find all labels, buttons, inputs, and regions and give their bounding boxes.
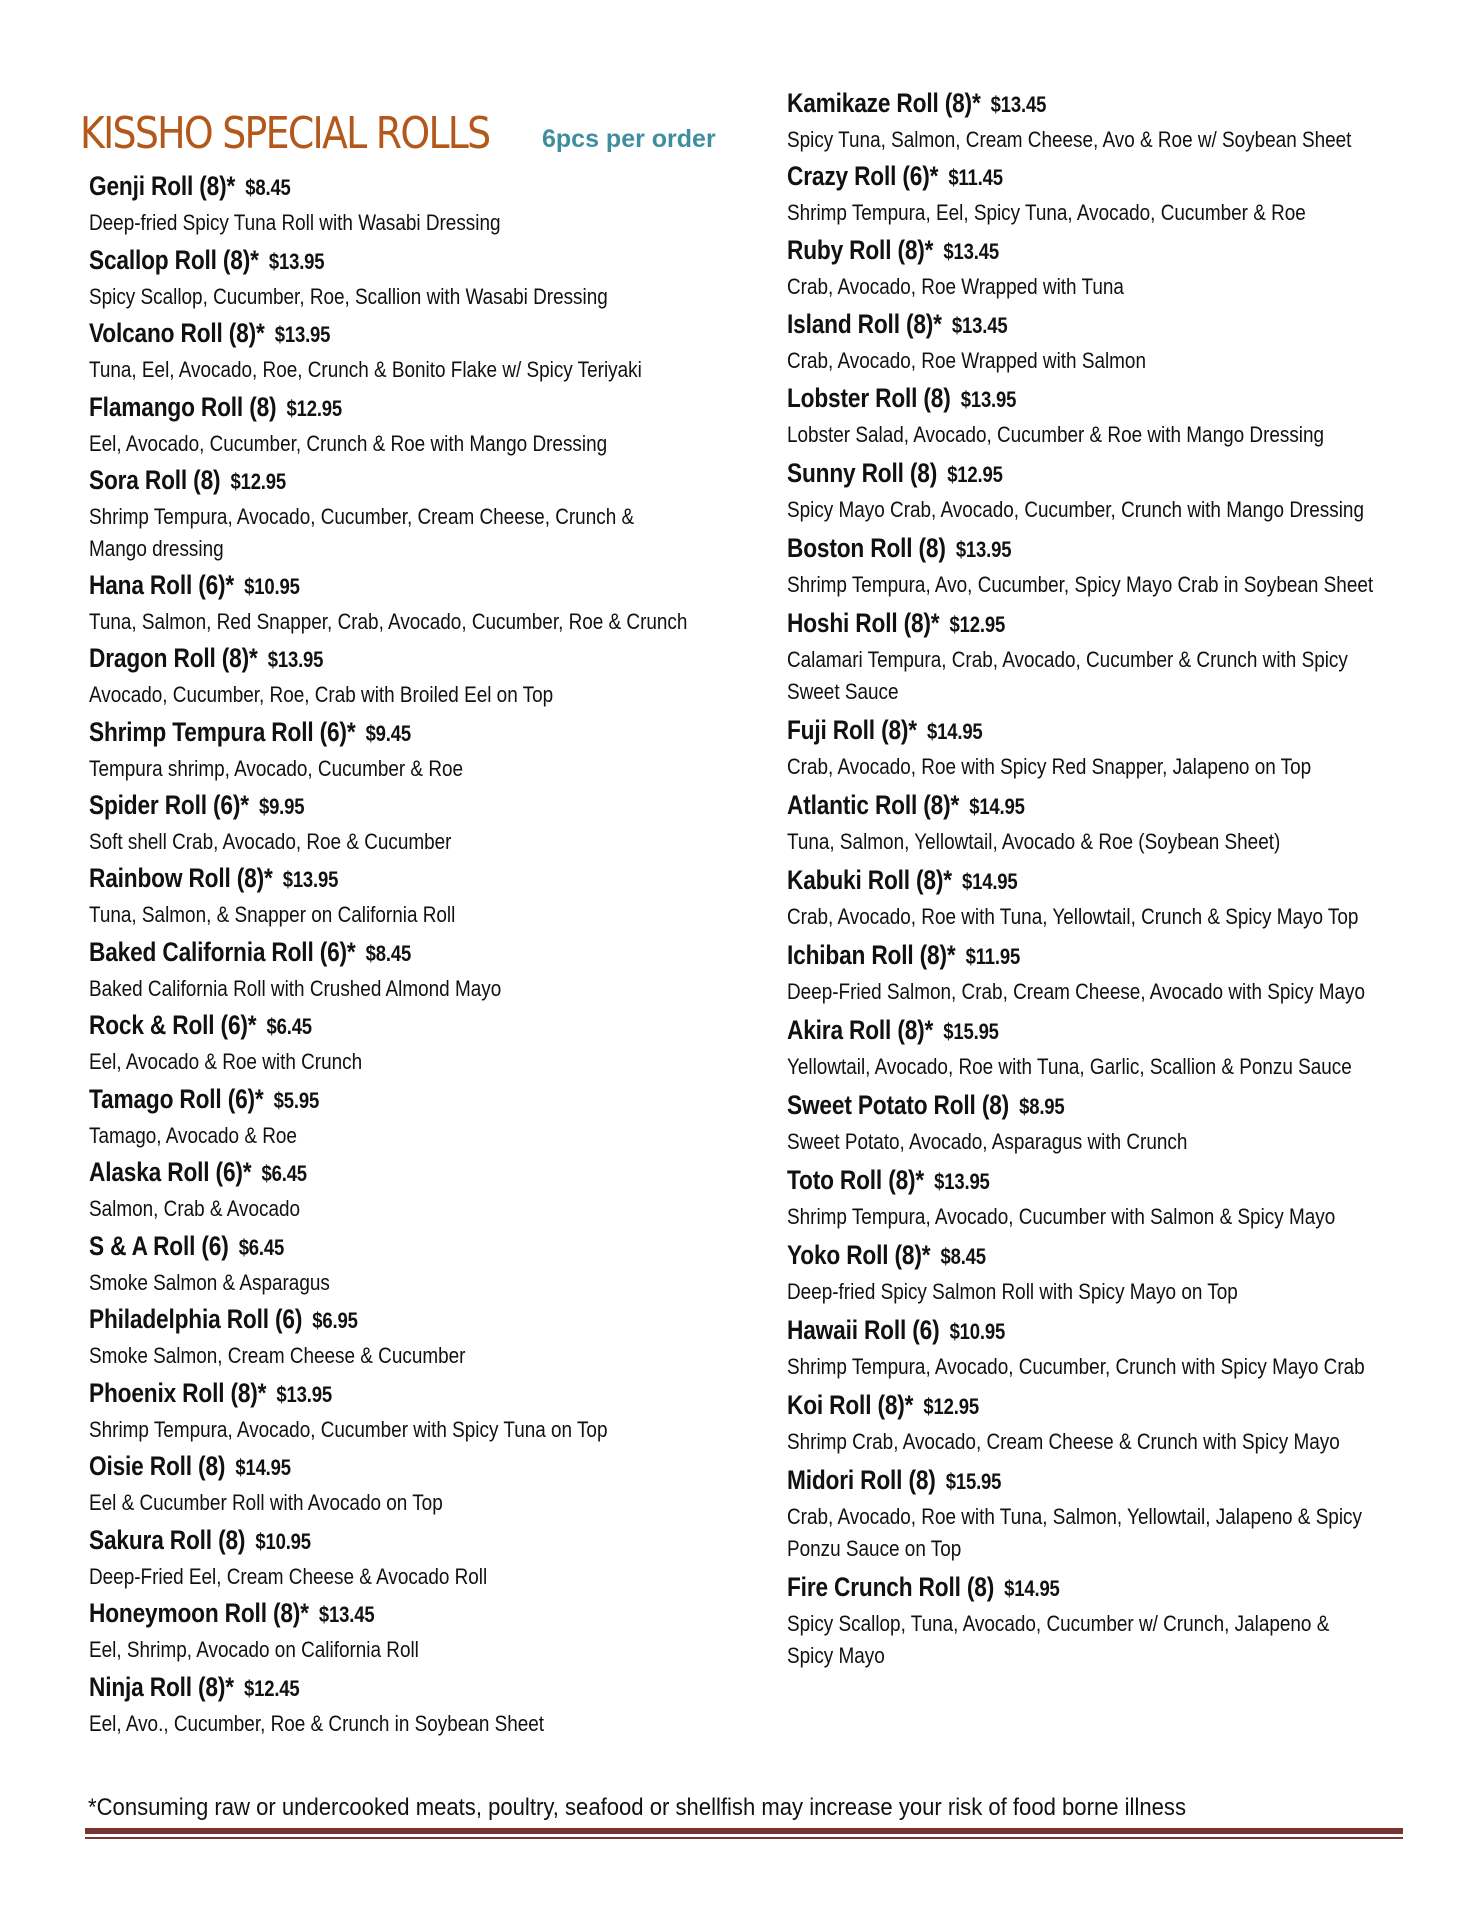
menu-item-price: $14.95	[235, 1455, 291, 1480]
menu-item-description	[89, 826, 451, 858]
menu-item-price: $13.95	[268, 249, 325, 274]
menu-item-description	[787, 1201, 1335, 1233]
menu-item-heading	[89, 245, 324, 276]
menu-item-description	[89, 1340, 465, 1372]
menu-item-description-line: Shrimp Tempura, Avocado, Cucumber, Crunch with Spicy Mayo Crab	[787, 1354, 1365, 1379]
menu-item-description	[89, 899, 455, 931]
menu-item-description-line: Shrimp Tempura, Avo, Cucumber, Spicy Mayo Crab in Soybean Sheet	[787, 572, 1374, 597]
menu-item-heading	[787, 608, 1005, 639]
menu-item-description-line: Yellowtail, Avocado, Roe with Tuna, Garlic, Scallion & Ponzu Sauce	[787, 1054, 1352, 1079]
menu-item-description-line: Deep-Fried Salmon, Crab, Cream Cheese, Avocado with Spicy Mayo	[787, 979, 1366, 1004]
menu-item-heading	[89, 1451, 291, 1482]
menu-item-name: Sweet Potato Roll (8)	[787, 1090, 1010, 1120]
menu-item-heading	[787, 1090, 1065, 1121]
menu-item-price: $10.95	[255, 1529, 311, 1554]
menu-item-description-line: Shrimp Tempura, Avocado, Cucumber, Cream Cheese, Crunch &	[89, 504, 635, 529]
menu-item-description-line: Ponzu Sauce on Top	[787, 1536, 962, 1561]
menu-item-name: Midori Roll (8)	[787, 1465, 936, 1495]
menu-item-description	[89, 973, 501, 1005]
menu-item-heading	[787, 458, 1003, 489]
menu-item-description	[89, 679, 553, 711]
menu-item-name: Koi Roll (8)*	[787, 1390, 914, 1420]
menu-item-price: $15.95	[943, 1019, 999, 1044]
menu-item-price: $15.95	[945, 1469, 1002, 1494]
menu-item-price: $14.95	[1004, 1576, 1060, 1601]
menu-item-name: Fuji Roll (8)*	[787, 715, 917, 745]
menu-item-description	[787, 1351, 1365, 1383]
menu-item-price: $13.95	[282, 867, 339, 892]
menu-item-description	[787, 197, 1306, 229]
menu-item-price: $9.95	[258, 794, 305, 819]
menu-item-price: $13.45	[990, 92, 1047, 117]
menu-item-name: Ruby Roll (8)*	[787, 235, 934, 265]
menu-item-heading	[787, 715, 983, 746]
menu-item-description	[787, 1276, 1238, 1308]
menu-item-description-line: Tuna, Salmon, Yellowtail, Avocado & Roe (Soybean Sheet)	[787, 829, 1281, 854]
menu-item-price: $8.45	[940, 1244, 986, 1269]
menu-item-name: Fire Crunch Roll (8)	[787, 1572, 995, 1602]
menu-item-description	[787, 1608, 1329, 1672]
menu-item-heading	[787, 1572, 1060, 1603]
menu-header	[80, 108, 716, 159]
menu-item-name: Rainbow Roll (8)*	[89, 863, 273, 893]
menu-item-description	[89, 606, 687, 638]
menu-item-heading	[89, 1010, 312, 1041]
menu-item-name: Honeymoon Roll (8)*	[89, 1598, 309, 1628]
menu-item-description-line: Spicy Scallop, Tuna, Avocado, Cucumber w/ Crunch, Jalapeno &	[787, 1611, 1330, 1636]
menu-item-description-line: Spicy Tuna, Salmon, Cream Cheese, Avo & Roe w/ Soybean Sheet	[787, 127, 1352, 152]
menu-item-price: $13.45	[318, 1602, 375, 1627]
menu-item-description-line: Shrimp Tempura, Avocado, Cucumber with Spicy Tuna on Top	[89, 1417, 608, 1442]
menu-item-name: Island Roll (8)*	[787, 309, 942, 339]
menu-item-description	[787, 494, 1364, 526]
menu-item-description-line: Deep-Fried Eel, Cream Cheese & Avocado Roll	[89, 1564, 488, 1589]
menu-item-description	[89, 1193, 300, 1225]
menu-item-description-line: Baked California Roll with Crushed Almond Mayo	[89, 976, 502, 1001]
menu-item-price: $12.95	[949, 612, 1006, 637]
menu-item-price: $6.45	[261, 1161, 307, 1186]
menu-item-name: Philadelphia Roll (6)	[89, 1304, 303, 1334]
menu-item-description-line: Crab, Avocado, Roe with Spicy Red Snapper, Jalapeno on Top	[787, 754, 1312, 779]
menu-item-heading	[89, 1598, 374, 1629]
menu-item-heading	[787, 309, 1007, 340]
menu-item-heading	[89, 1231, 284, 1262]
menu-item-heading	[89, 171, 291, 202]
footer-divider-thick	[85, 1828, 1403, 1834]
menu-item-description	[787, 976, 1365, 1008]
menu-item-description-line: Crab, Avocado, Roe with Tuna, Yellowtail, Crunch & Spicy Mayo Top	[787, 904, 1359, 929]
menu-item-name: Sora Roll (8)	[89, 465, 221, 495]
menu-item-heading	[89, 790, 304, 821]
menu-item-description-line: Shrimp Crab, Avocado, Cream Cheese & Crunch with Spicy Mayo	[787, 1429, 1340, 1454]
menu-item-heading	[89, 1525, 311, 1556]
menu-item-heading	[89, 643, 323, 674]
menu-item-description-line: Salmon, Crab & Avocado	[89, 1196, 301, 1221]
menu-item-price: $12.95	[286, 396, 343, 421]
menu-item-description	[89, 753, 463, 785]
menu-item-description	[89, 354, 642, 386]
menu-item-description-line: Soft shell Crab, Avocado, Roe & Cucumber	[89, 829, 452, 854]
menu-item-description-line: Mango dressing	[89, 536, 224, 561]
menu-item-name: Shrimp Tempura Roll (6)*	[89, 717, 356, 747]
menu-item-name: Scallop Roll (8)*	[89, 245, 259, 275]
menu-item-price: $5.95	[273, 1088, 320, 1113]
menu-item-description	[787, 826, 1280, 858]
menu-item-description	[787, 1051, 1352, 1083]
menu-item-description-line: Spicy Scallop, Cucumber, Roe, Scallion with Wasabi Dressing	[89, 284, 608, 309]
menu-item-name: S & A Roll (6)	[89, 1231, 229, 1261]
menu-item-price: $14.95	[961, 869, 1018, 894]
menu-item-price: $11.95	[965, 944, 1021, 969]
menu-item-price: $10.95	[244, 574, 300, 599]
menu-item-price: $13.95	[267, 647, 324, 672]
menu-item-name: Crazy Roll (6)*	[787, 161, 939, 191]
menu-item-name: Hoshi Roll (8)*	[787, 608, 940, 638]
menu-item-description	[787, 644, 1348, 708]
menu-item-description	[787, 271, 1124, 303]
menu-item-name: Dragon Roll (8)*	[89, 643, 258, 673]
menu-item-name: Ichiban Roll (8)*	[787, 940, 956, 970]
menu-item-name: Lobster Roll (8)	[787, 383, 951, 413]
menu-item-name: Alaska Roll (6)*	[89, 1157, 252, 1187]
menu-item-price: $13.95	[276, 1382, 332, 1407]
menu-item-heading	[89, 570, 300, 601]
menu-item-price: $13.95	[934, 1169, 990, 1194]
menu-item-heading	[787, 383, 1016, 414]
menu-item-name: Phoenix Roll (8)*	[89, 1378, 267, 1408]
menu-item-description	[787, 1126, 1187, 1158]
menu-item-description	[89, 1267, 330, 1299]
menu-item-heading	[89, 863, 338, 894]
menu-item-heading	[89, 1157, 307, 1188]
menu-item-description-line: Calamari Tempura, Crab, Avocado, Cucumber & Crunch with Spicy	[787, 647, 1348, 672]
menu-item-heading	[89, 392, 342, 423]
menu-item-name: Volcano Roll (8)*	[89, 318, 265, 348]
menu-item-description	[89, 1487, 443, 1519]
menu-item-description	[89, 428, 607, 460]
footer-divider-thin	[85, 1837, 1403, 1839]
menu-item-description	[787, 1501, 1362, 1565]
menu-item-description-line: Tuna, Salmon, & Snapper on California Roll	[89, 902, 456, 927]
menu-item-description	[89, 1120, 297, 1152]
menu-item-description-line: Tuna, Salmon, Red Snapper, Crab, Avocado, Cucumber, Roe & Crunch	[89, 609, 688, 634]
menu-item-heading	[787, 533, 1011, 564]
menu-item-description	[787, 901, 1358, 933]
menu-item-name: Genji Roll (8)*	[89, 171, 236, 201]
menu-item-name: Spider Roll (6)*	[89, 790, 249, 820]
menu-item-heading	[787, 1165, 990, 1196]
menu-item-description-line: Crab, Avocado, Roe Wrapped with Salmon	[787, 348, 1146, 373]
menu-item-price: $6.45	[238, 1235, 285, 1260]
menu-item-name: Oisie Roll (8)	[89, 1451, 226, 1481]
menu-item-price: $13.45	[951, 313, 1008, 338]
menu-item-heading	[787, 1315, 1005, 1346]
menu-item-description	[89, 207, 501, 239]
menu-item-heading	[89, 937, 411, 968]
menu-item-description-line: Sweet Potato, Avocado, Asparagus with Crunch	[787, 1129, 1188, 1154]
menu-item-price: $13.95	[274, 322, 331, 347]
menu-item-heading	[787, 1465, 1001, 1496]
menu-item-heading	[787, 88, 1046, 119]
menu-item-description-line: Sweet Sauce	[787, 679, 899, 704]
menu-item-heading	[89, 465, 286, 496]
menu-item-price: $13.95	[960, 387, 1017, 412]
menu-item-name: Hawaii Roll (6)	[787, 1315, 940, 1345]
menu-item-name: Boston Roll (8)	[787, 533, 946, 563]
menu-item-name: Akira Roll (8)*	[787, 1015, 934, 1045]
menu-item-price: $12.95	[230, 469, 286, 494]
menu-item-price: $14.95	[927, 719, 983, 744]
menu-item-heading	[787, 161, 1003, 192]
menu-item-description	[787, 419, 1324, 451]
menu-item-name: Yoko Roll (8)*	[787, 1240, 931, 1270]
menu-item-heading	[787, 1240, 986, 1271]
menu-item-price: $12.95	[923, 1394, 979, 1419]
menu-item-price: $13.45	[943, 239, 999, 264]
menu-item-name: Kamikaze Roll (8)*	[787, 88, 981, 118]
menu-item-heading	[89, 1304, 358, 1335]
menu-item-price: $12.95	[947, 462, 1003, 487]
menu-item-name: Rock & Roll (6)*	[89, 1010, 257, 1040]
menu-item-name: Sakura Roll (8)	[89, 1525, 246, 1555]
menu-item-description-line: Eel, Shrimp, Avocado on California Roll	[89, 1637, 419, 1662]
menu-item-heading	[787, 865, 1018, 896]
menu-item-heading	[787, 790, 1025, 821]
menu-item-price: $12.45	[243, 1676, 300, 1701]
menu-item-price: $14.95	[969, 794, 1025, 819]
menu-item-name: Baked California Roll (6)*	[89, 937, 356, 967]
menu-item-price: $9.45	[365, 721, 411, 746]
menu-item-heading	[89, 1378, 332, 1409]
menu-title: KISSHO SPECIAL ROLLS	[80, 108, 490, 159]
menu-item-price: $8.45	[365, 941, 412, 966]
menu-item-name: Hana Roll (6)*	[89, 570, 235, 600]
menu-item-description-line: Smoke Salmon & Asparagus	[89, 1270, 330, 1295]
menu-item-description-line: Tuna, Eel, Avocado, Roe, Crunch & Bonito Flake w/ Spicy Teriyaki	[89, 357, 642, 382]
menu-item-description	[89, 1414, 607, 1446]
menu-subtitle: 6pcs per order	[542, 125, 716, 153]
menu-item-price: $11.45	[948, 165, 1003, 190]
menu-item-description-line: Shrimp Tempura, Eel, Spicy Tuna, Avocado, Cucumber & Roe	[787, 200, 1306, 225]
menu-item-name: Sunny Roll (8)	[787, 458, 938, 488]
menu-item-price: $13.95	[955, 537, 1012, 562]
menu-item-heading	[89, 1084, 319, 1115]
menu-item-description-line: Deep-fried Spicy Salmon Roll with Spicy Mayo on Top	[787, 1279, 1238, 1304]
menu-item-description-line: Shrimp Tempura, Avocado, Cucumber with Salmon & Spicy Mayo	[787, 1204, 1336, 1229]
menu-item-description-line: Spicy Mayo	[787, 1643, 885, 1668]
menu-item-heading	[89, 1672, 300, 1703]
menu-item-price: $8.45	[245, 175, 291, 200]
menu-item-price: $6.95	[312, 1308, 358, 1333]
menu-item-description-line: Crab, Avocado, Roe with Tuna, Salmon, Yellowtail, Jalapeno & Spicy	[787, 1504, 1362, 1529]
menu-item-description	[89, 281, 608, 313]
menu-item-price: $10.95	[949, 1319, 1006, 1344]
menu-item-price: $6.45	[266, 1014, 312, 1039]
menu-item-heading	[89, 318, 330, 349]
menu-item-description	[89, 501, 634, 565]
menu-item-description	[787, 345, 1146, 377]
menu-item-description-line: Tamago, Avocado & Roe	[89, 1123, 297, 1148]
menu-item-description	[89, 1634, 419, 1666]
menu-item-description	[787, 1426, 1340, 1458]
menu-item-description-line: Crab, Avocado, Roe Wrapped with Tuna	[787, 274, 1124, 299]
menu-item-name: Atlantic Roll (8)*	[787, 790, 960, 820]
menu-item-name: Toto Roll (8)*	[787, 1165, 925, 1195]
menu-item-description	[787, 569, 1373, 601]
menu-item-heading	[787, 1390, 979, 1421]
menu-item-heading	[787, 235, 999, 266]
menu-item-description-line: Eel, Avocado, Cucumber, Crunch & Roe with Mango Dressing	[89, 431, 608, 456]
raw-food-disclaimer: *Consuming raw or undercooked meats, poultry, seafood or shellfish may increase your risk of food borne illness	[88, 1794, 1187, 1821]
menu-item-description-line: Spicy Mayo Crab, Avocado, Cucumber, Crunch with Mango Dressing	[787, 497, 1364, 522]
menu-item-name: Flamango Roll (8)	[89, 392, 277, 422]
menu-item-description-line: Eel, Avocado & Roe with Crunch	[89, 1049, 363, 1074]
menu-item-heading	[787, 940, 1020, 971]
menu-item-description	[89, 1561, 487, 1593]
menu-item-description-line: Deep-fried Spicy Tuna Roll with Wasabi Dressing	[89, 210, 501, 235]
menu-item-description-line: Smoke Salmon, Cream Cheese & Cucumber	[89, 1343, 466, 1368]
menu-item-heading	[787, 1015, 999, 1046]
menu-item-price: $8.95	[1019, 1094, 1065, 1119]
menu-item-name: Ninja Roll (8)*	[89, 1672, 234, 1702]
menu-item-description	[89, 1046, 362, 1078]
menu-item-name: Kabuki Roll (8)*	[787, 865, 952, 895]
menu-item-description	[89, 1708, 544, 1740]
menu-item-description	[787, 751, 1311, 783]
menu-item-description-line: Avocado, Cucumber, Roe, Crab with Broiled Eel on Top	[89, 682, 554, 707]
menu-item-name: Tamago Roll (6)*	[89, 1084, 264, 1114]
menu-item-description-line: Tempura shrimp, Avocado, Cucumber & Roe	[89, 756, 464, 781]
menu-item-heading	[89, 717, 411, 748]
menu-item-description-line: Eel & Cucumber Roll with Avocado on Top	[89, 1490, 443, 1515]
menu-item-description	[787, 124, 1351, 156]
menu-item-description-line: Eel, Avo., Cucumber, Roe & Crunch in Soybean Sheet	[89, 1711, 545, 1736]
menu-item-description-line: Lobster Salad, Avocado, Cucumber & Roe with Mango Dressing	[787, 422, 1325, 447]
